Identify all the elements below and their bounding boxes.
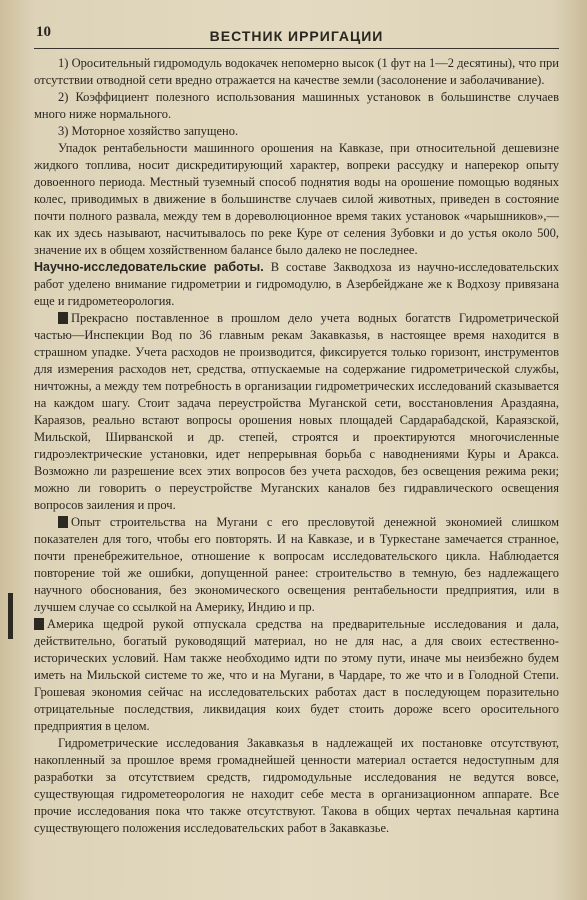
paragraph-8	[34, 616, 559, 735]
paragraph-6	[34, 310, 559, 514]
paragraph-5-text: В составе Закводхоза из научно-исследовательских работ уделено внимание гидрометрии и гидромодулю, в Азербейджане же к Водхозу привязана еще и гидрометеорология.	[34, 260, 560, 308]
paragraph-3: 3) Моторное хозяйство запущено.	[58, 124, 239, 138]
paragraph-7	[34, 514, 559, 616]
ink-mark	[34, 618, 44, 630]
paragraph-2: 2) Коэффициент полезного использования машинных установок в большинстве случаев много ниже нормального.	[34, 90, 559, 121]
ink-mark	[58, 516, 68, 528]
ink-mark	[58, 312, 68, 324]
paragraph-8-text: Америка щедрой рукой отпускала средства на предварительные исследования и дала, действительно, богатый руководящий материал, но не для нас, а для своих естественно-исторических условий. Нам также необходимо идти по этому пути, иначе мы неизбежно будем иметь на Мильской системе то же, что и на Мугани, в Чардаре, то же что и в Голодной Степи. Грошевая экономия сейчас на исследовательских работах даст в последующем поразительно отрицательные последствия, ликвидация коих будет стоить дороже всего оросительного предприятия в целом.	[34, 617, 559, 733]
paragraph-5	[34, 259, 559, 310]
journal-title: ВЕСТНИК ИРРИГАЦИИ	[209, 28, 384, 44]
page-header	[34, 20, 559, 49]
article-body	[34, 55, 559, 837]
paragraph-1: 1) Оросительный гидромодуль водокачек непомерно высок (1 фут на 1—2 десятины), что при отсутствии отводной сети вредно отражается на качестве земли (засолонение и заболачивание).	[34, 56, 559, 87]
paragraph-6-text: Прекрасно поставленное в прошлом дело учета водных богатств Гидрометрической частью—Инспекции Вод по 36 главным рекам Закавказья, в настоящее время находится в страшном упадке. Учета расходов не производится, фиксируется только горизонт, инструментов для измерения расходов нет, средства, отпускаемые на содержание гидрометрической службы, ничтожны, а между тем потребность в организации гидрометрических исследований сказывается на каждом шагу. Стоит задача переустройства Муганской сети, восстановления Араздаяна, Караязов, реально встают вопросы орошения новых площадей Сардарабадской, Караязской, Мильской, Ширванской и др. степей, строятся и проектируются многочисленные гидроэлектрические установки, идет непрерывная борьба с наводнениями Куры и Аракса. Возможно ли разрешение всех этих вопросов без учета расходов, без освещения режима реки; можно ли говорить о переустройстве Муганских каналов без гидравлического освещения вопросов заиления и проч.	[34, 311, 559, 512]
paragraph-4: Упадок рентабельности машинного орошения на Кавказе, при относительной дешевизне жидкого топлива, носит дискредитирующий характер, вопреки рассудку и наперекор опыту довоенного периода. Местный туземный способ поднятия воды на орошение помощью водяных колес, приводимых в движение в большинстве случаев силой животных, приведен в состояние почти полного развала, между тем в дореволюционное время таких установок «чарышников»,—как их здесь называют, насчитывалось по реке Куре от селения Зубовки и до устья около 500, значение их в общем хозяйственном балансе было далеко не последнее.	[34, 141, 559, 257]
section-heading: Научно-исследовательские работы.	[34, 260, 264, 274]
paragraph-9: Гидрометрические исследования Закавказья в надлежащей их постановке отсутствуют, накопленный за прошлое время громаднейшей ценности материал остается недоступным для разработки за отсутствием средств, гидромодульные исследования не ведутся вовсе, существующая гидрометеорология не находит себе места в организационном аппарате. Все прочие исследования пока что также отсутствуют. Такова в общих чертах печальная картина существующего положения исследовательских работ в Закавказье.	[34, 736, 559, 835]
paragraph-7-text: Опыт строительства на Мугани с его пресловутой денежной экономией слишком показателен для того, чтобы его повторять. И на Кавказе, и в Туркестане замечается странное, почти пренебрежительное, отношение к вопросам исследовательского цикла. Наблюдается повторение той же ошибки, допущенной ранее: строительство в темную, без надлежащего научного обоснования, без экономического освещения рентабельности предприятия, или в лучшем случае со ссылкой на Америку, Индию и пр.	[34, 515, 559, 614]
margin-mark	[8, 593, 13, 639]
page-number: 10	[36, 24, 51, 40]
